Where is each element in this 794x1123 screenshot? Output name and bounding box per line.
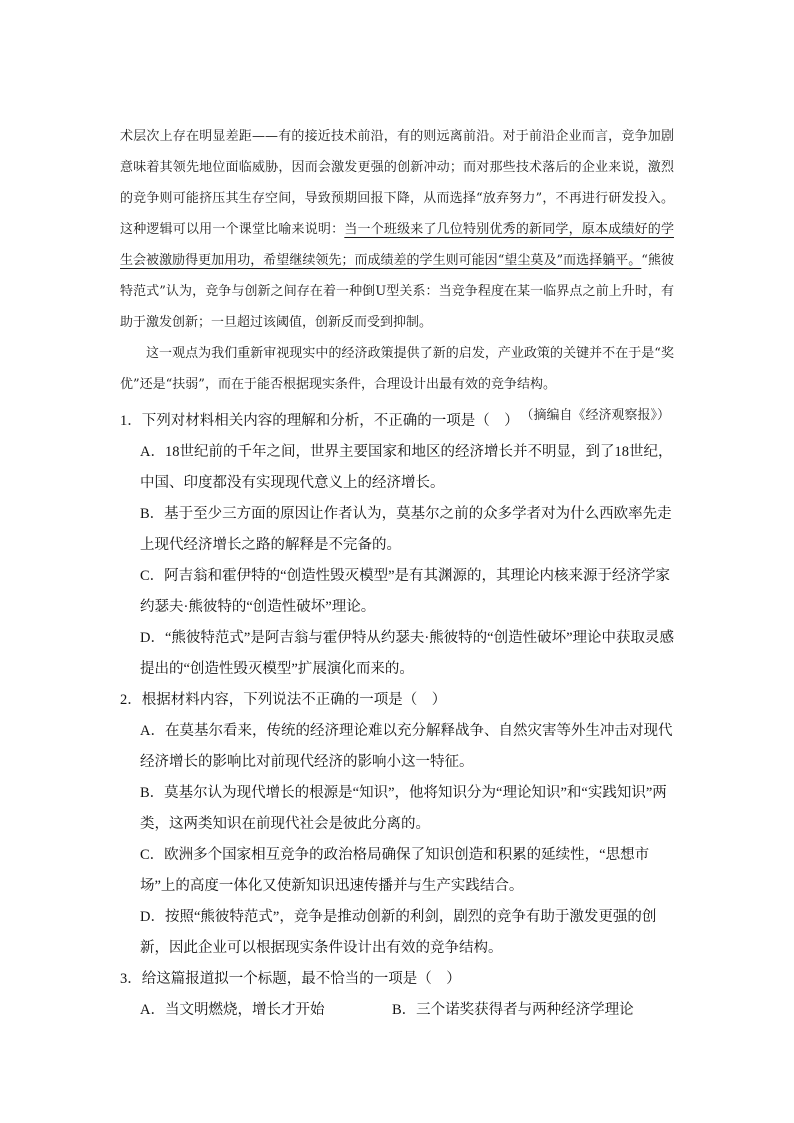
option-c: C．欧洲多个国家相互竞争的政治格局确保了知识创造和积累的延续性，“思想市场”上的高度一体化又使新知识迅速传播并与生产实践结合。 bbox=[140, 847, 650, 894]
option-b: B．基于至少三方面的原因让作者认为，莫基尔之前的众多学者对为什么西欧率先走上现代经济增长之路的解释是不完备的。 bbox=[140, 506, 672, 553]
option-d: D．按照“熊彼特范式”，竞争是推动创新的利剑，剧烈的竞争有助于激发更强的创新，因此企业可以根据现实条件设计出有效的竞争结构。 bbox=[140, 909, 657, 956]
underlined-sentence: 当一个班级来了几位特别优秀的新同学，原本成绩好的学生会被激励得更加用功，希望继续领先；而成绩差的学生则可能因“望尘莫及”而选择躺平。 bbox=[120, 222, 674, 268]
option-a: A．当文明燃烧，增长才开始 bbox=[140, 1002, 325, 1018]
question-1 bbox=[120, 406, 680, 685]
option-d: D．“熊彼特范式”是阿吉翁与霍伊特从约瑟夫·熊彼特的“创造性破坏”理论中获取灵感提出的“创造性毁灭模型”扩展演化而来的。 bbox=[140, 630, 675, 677]
passage-text-continued: “熊彼特范式”认为，竞争与创新之间存在着一种倒U型关系：当竞争程度在某一临界点之前上升时，有助于激发创新；一旦超过该阈值，创新反而受到抑制。 bbox=[120, 253, 674, 330]
option-a: A．18世纪前的千年之间，世界主要国家和地区的经济增长并不明显，到了18世纪，中国、印度都没有实现现代意义上的经济增长。 bbox=[140, 444, 673, 491]
option-b: B．莫基尔认为现代增长的根源是“知识”，他将知识分为“理论知识”和“实践知识”两类，这两类知识在前现代社会是彼此分离的。 bbox=[140, 785, 667, 832]
reading-passage bbox=[120, 121, 674, 431]
passage-source: （摘编自《经济观察报》） bbox=[520, 408, 670, 423]
question-list bbox=[120, 406, 680, 1026]
passage-text: 术层次上存在明显差距——有的接近技术前沿，有的则远离前沿。对于前沿企业而言，竞争加剧意味着其领先地位面临威胁，因而会激发更强的创新冲动；而对那些技术落后的企业来说，激烈的竞争则可能挤压其生存空间，导致预期回报下降，从而选择“放弃努力”，不再进行研发投入。这种逻辑可以用一个课堂比喻来说明： bbox=[120, 129, 674, 237]
question-stem: 1．下列对材料相关内容的理解和分析，不正确的一项是（ ） bbox=[120, 413, 519, 429]
passage-paragraph-1 bbox=[120, 121, 674, 338]
question-stem: 2．根据材料内容，下列说法不正确的一项是（ ） bbox=[120, 692, 447, 708]
passage-paragraph-2: 这一观点为我们重新审视现实中的经济政策提供了新的启发，产业政策的关键并不在于是“奖优”还是“扶弱”，而在于能否根据现实条件，合理设计出最有效的竞争结构。 bbox=[120, 346, 674, 392]
option-a: A．在莫基尔看来，传统的经济理论难以充分解释战争、自然灾害等外生冲击对现代经济增长的影响比对前现代经济的影响小这一特征。 bbox=[140, 723, 673, 770]
option-row bbox=[120, 995, 680, 1026]
question-3 bbox=[120, 964, 680, 1026]
option-c: C．阿吉翁和霍伊特的“创造性毁灭模型”是有其渊源的，其理论内核来源于经济学家约瑟夫·熊彼特的“创造性破坏”理论。 bbox=[140, 568, 671, 615]
question-stem: 3．给这篇报道拟一个标题，最不恰当的一项是（ ） bbox=[120, 971, 461, 987]
question-2 bbox=[120, 685, 680, 964]
option-b: B．三个诺奖获得者与两种经济学理论 bbox=[392, 1002, 634, 1018]
